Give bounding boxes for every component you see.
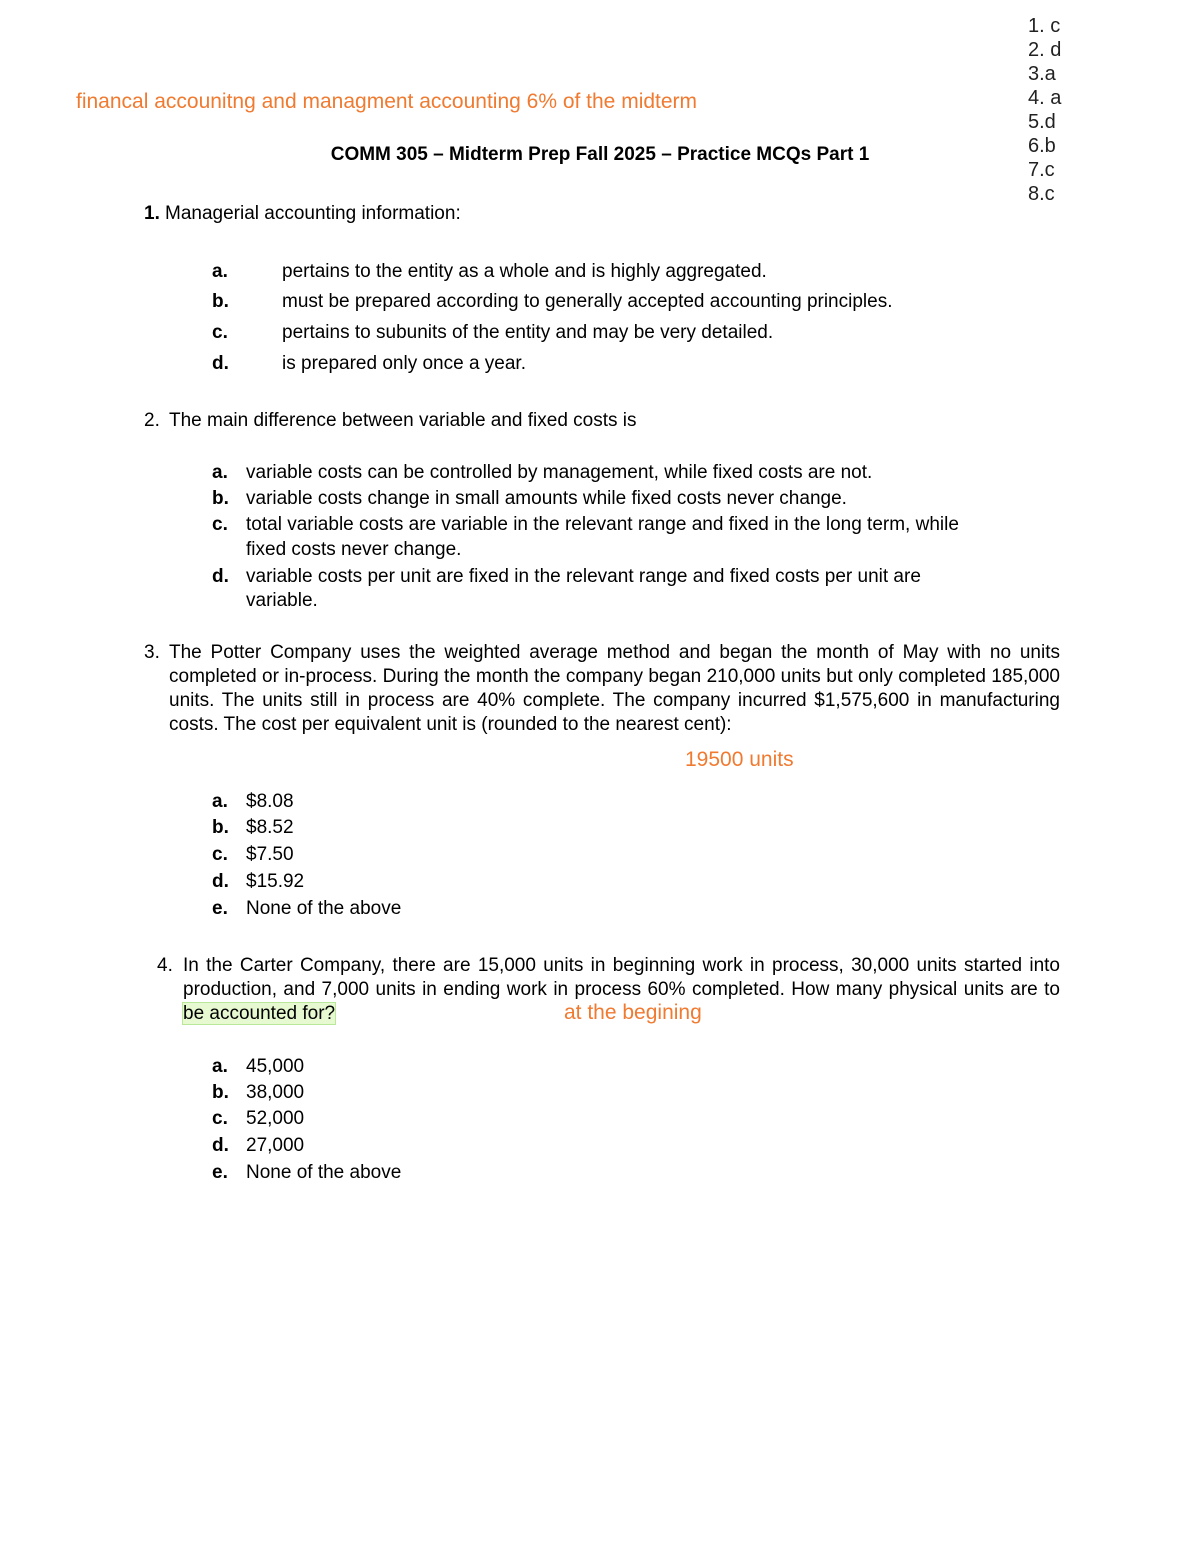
option-letter: d. [212,1135,229,1156]
option-text: pertains to the entity as a whole and is highly aggregated. [282,261,767,282]
option-letter: a. [212,462,228,483]
answer-key-item: 4. a [1028,87,1062,109]
option-letter: e. [212,898,228,919]
page-title: COMM 305 – Midterm Prep Fall 2025 – Practice MCQs Part 1 [330,144,870,165]
question-stem: The main difference between variable and fixed costs is [169,410,637,431]
option-letter: a. [212,791,228,812]
option-text: 38,000 [246,1082,305,1103]
option-text-continued: variable. [246,590,318,611]
question-stem: The Potter Company uses the weighted average method and began the month of May with no units completed or in-process. During the month the company began 210,000 units but only completed 185,000 units. The units still in process are 40% complete. The company incurred $1,575,600 in manufacturing costs. The cost per equivalent unit is (rounded to the nearest cent): [169,642,1060,735]
option-text: None of the above [246,898,402,919]
option-letter: a. [212,261,228,282]
option-letter: b. [212,488,229,509]
handwritten-note-q4: at the begining [564,1001,702,1024]
question-number: 3. [144,642,160,663]
answer-key-item: 1. c [1028,15,1061,37]
question-stem: Managerial accounting information: [165,203,461,224]
option-text: total variable costs are variable in the relevant range and fixed in the long term, while [246,514,959,535]
option-text: 52,000 [246,1108,305,1129]
question-number: 1. [144,203,160,224]
option-letter: c. [212,844,228,865]
option-letter: b. [212,291,229,312]
option-letter: d. [212,566,229,587]
handwritten-note-q3: 19500 units [685,748,794,771]
option-letter: c. [212,514,228,535]
answer-key-item: 2. d [1028,39,1062,61]
option-letter: c. [212,322,228,343]
option-text: must be prepared according to generally accepted accounting principles. [282,291,893,312]
option-text: variable costs can be controlled by management, while fixed costs are not. [246,462,873,483]
question-number: 4. [157,955,173,976]
option-letter: d. [212,353,229,374]
question-stem-text: In the Carter Company, there are 15,000 units in beginning work in process, 30,000 units started into production, and 7,000 units in ending work in process 60% completed. How many physical units are to [183,955,1060,1000]
highlighted-text: be accounted for? [183,1003,336,1024]
answer-key-item: 6.b [1028,135,1056,157]
option-text: variable costs change in small amounts while fixed costs never change. [246,488,847,509]
option-text: is prepared only once a year. [282,353,526,374]
option-letter: c. [212,1108,228,1129]
option-letter: e. [212,1162,228,1183]
option-text: $15.92 [246,871,305,892]
option-text-continued: fixed costs never change. [246,539,462,560]
handwritten-note-top: financal accounitng and managment accounting 6% of the midterm [76,90,698,113]
answer-key [1028,14,1061,206]
answer-key-item: 7.c [1028,159,1055,181]
answer-key-item: 3.a [1028,63,1056,85]
option-letter: d. [212,871,229,892]
answer-key-item: 5.d [1028,111,1056,133]
option-text: $7.50 [246,844,294,865]
option-text: pertains to subunits of the entity and may be very detailed. [282,322,774,343]
option-letter: b. [212,1082,229,1103]
option-letter: a. [212,1056,228,1077]
question-number: 2. [144,410,160,431]
option-text: None of the above [246,1162,402,1183]
answer-key-item: 8.c [1028,183,1055,205]
option-letter: b. [212,817,229,838]
option-text: 45,000 [246,1056,305,1077]
option-text: variable costs per unit are fixed in the relevant range and fixed costs per unit are [246,566,921,587]
option-text: $8.52 [246,817,294,838]
option-text: $8.08 [246,791,294,812]
option-text: 27,000 [246,1135,305,1156]
